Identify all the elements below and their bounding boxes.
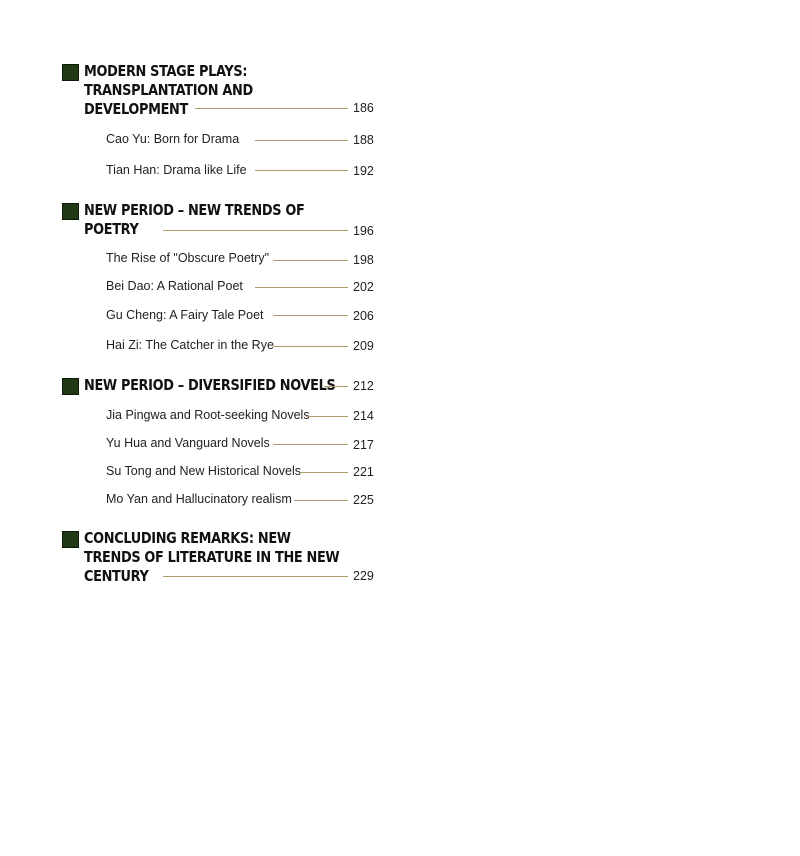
toc-entry-title[interactable]: Gu Cheng: A Fairy Tale Poet — [106, 308, 264, 322]
section-marker-square — [62, 378, 79, 395]
toc-entry-title[interactable]: Jia Pingwa and Root-seeking Novels — [106, 408, 310, 422]
leader-line — [195, 108, 348, 109]
section-marker-square — [62, 531, 79, 548]
leader-line — [301, 472, 348, 473]
leader-line — [163, 576, 348, 577]
section-heading-line[interactable]: MODERN STAGE PLAYS: — [84, 62, 248, 80]
toc-entry-title[interactable]: Mo Yan and Hallucinatory realism — [106, 492, 292, 506]
section-heading-line[interactable]: NEW PERIOD – DIVERSIFIED NOVELS — [84, 376, 336, 394]
page-number[interactable]: 206 — [353, 309, 374, 323]
leader-line — [324, 386, 348, 387]
page-number[interactable]: 229 — [353, 569, 374, 583]
section-heading-line[interactable]: POETRY — [84, 220, 139, 238]
leader-line — [306, 416, 348, 417]
section-heading-line[interactable]: DEVELOPMENT — [84, 100, 188, 118]
toc-entry-title[interactable]: Cao Yu: Born for Drama — [106, 132, 240, 146]
toc-entry-title[interactable]: Tian Han: Drama like Life — [106, 163, 247, 177]
leader-line — [163, 230, 348, 231]
section-heading-line[interactable]: CONCLUDING REMARKS: NEW — [84, 529, 291, 547]
toc-entry-title[interactable]: Bei Dao: A Rational Poet — [106, 279, 243, 293]
page-number[interactable]: 212 — [353, 379, 374, 393]
leader-line — [294, 500, 348, 501]
leader-line — [273, 444, 348, 445]
page-number[interactable]: 202 — [353, 280, 374, 294]
leader-line — [255, 170, 348, 171]
section-marker-square — [62, 203, 79, 220]
page-number[interactable]: 209 — [353, 339, 374, 353]
toc-entry-title[interactable]: Su Tong and New Historical Novels — [106, 464, 302, 478]
page-number[interactable]: 217 — [353, 438, 374, 452]
leader-line — [255, 140, 348, 141]
section-heading-line[interactable]: CENTURY — [84, 567, 149, 585]
page-number[interactable]: 214 — [353, 409, 374, 423]
page-number[interactable]: 198 — [353, 253, 374, 267]
toc-entry-title[interactable]: Hai Zi: The Catcher in the Rye — [106, 338, 274, 352]
section-heading-line[interactable]: TRENDS OF LITERATURE IN THE NEW — [84, 548, 340, 566]
leader-line — [273, 315, 348, 316]
section-marker-square — [62, 64, 79, 81]
toc-entry-title[interactable]: Yu Hua and Vanguard Novels — [106, 436, 270, 450]
leader-line — [273, 346, 348, 347]
page-number[interactable]: 225 — [353, 493, 374, 507]
page-number[interactable]: 192 — [353, 164, 374, 178]
page-number[interactable]: 221 — [353, 465, 374, 479]
leader-line — [273, 260, 348, 261]
section-heading-line[interactable]: NEW PERIOD – NEW TRENDS OF — [84, 201, 305, 219]
toc-entry-title[interactable]: The Rise of "Obscure Poetry" — [106, 251, 270, 265]
section-heading-line[interactable]: TRANSPLANTATION AND — [84, 81, 253, 99]
leader-line — [255, 287, 348, 288]
page-number[interactable]: 186 — [353, 101, 374, 115]
page-number[interactable]: 188 — [353, 133, 374, 147]
page-number[interactable]: 196 — [353, 224, 374, 238]
